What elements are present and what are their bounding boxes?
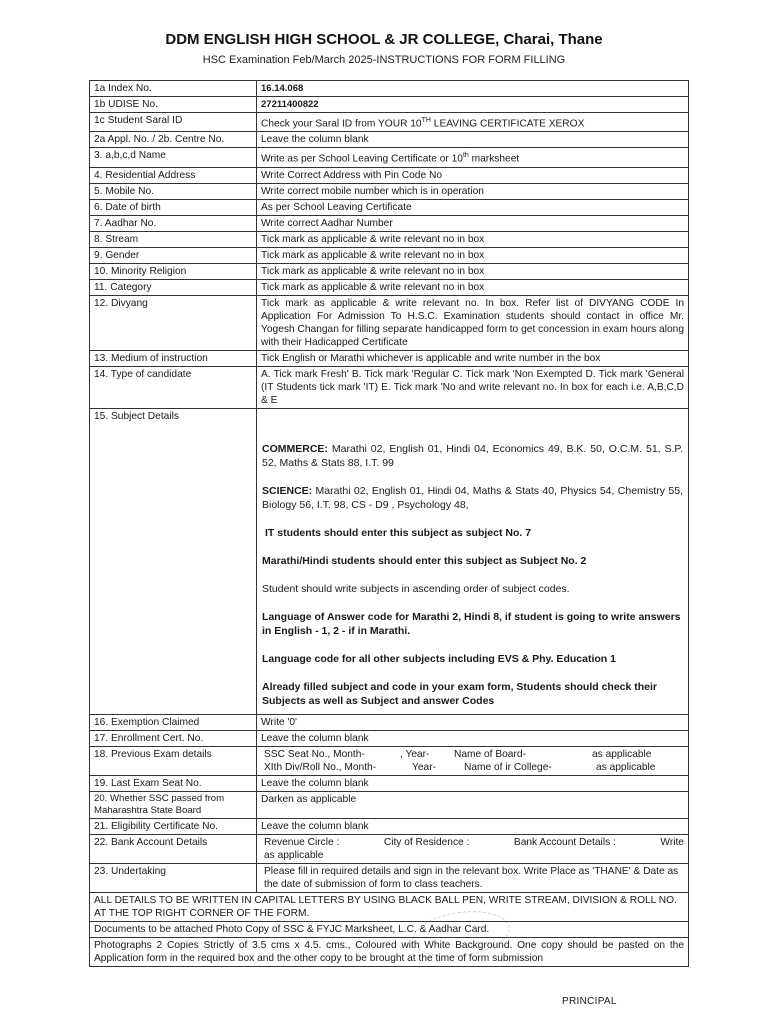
row-value: Leave the column blank [257, 818, 689, 834]
table-row [90, 350, 689, 366]
table-row [90, 183, 689, 199]
row-value: Please fill in required details and sign in the relevant box. Write Place as 'THANE' & Date as the date of submission of form to class teachers. [257, 863, 689, 892]
table-row [90, 408, 689, 714]
row-label: 4. Residential Address [90, 167, 257, 183]
row-label: 6. Date of birth [90, 199, 257, 215]
row-label: 15. Subject Details [90, 408, 257, 714]
bank-text: Write [660, 836, 684, 848]
row-label: 13. Medium of instruction [90, 350, 257, 366]
row-value: Write Correct Address with Pin Code No [257, 167, 689, 183]
value-text: marksheet [468, 153, 520, 165]
row-label: 2a Appl. No. / 2b. Centre No. [90, 132, 257, 148]
row-value: Tick mark as applicable & write relevant no in box [257, 231, 689, 247]
row-value: A. Tick mark Fresh' B. Tick mark 'Regular C. Tick mark 'Non Exempted D. Tick mark 'General (IT Students tick mark 'IT) E. Tick mark 'No and write relevant no. In box for each i.e. A,B,C,D & E [257, 366, 689, 408]
table-row [90, 215, 689, 231]
row-value: Tick mark as applicable & write relevant no in box [257, 279, 689, 295]
row-value: Write correct mobile number which is in operation [257, 183, 689, 199]
row-value: Leave the column blank [257, 730, 689, 746]
table-row [90, 863, 689, 892]
table-row [90, 366, 689, 408]
table-row [90, 295, 689, 350]
table-row [90, 247, 689, 263]
table-row [90, 279, 689, 295]
science-subjects [262, 484, 683, 512]
row-label: 8. Stream [90, 231, 257, 247]
commerce-subjects [262, 442, 683, 470]
prev-text: Name of ir College- [464, 761, 552, 773]
exam-subtitle: HSC Examination Feb/March 2025-INSTRUCTIONS FOR FORM FILLING [202, 54, 566, 66]
row-value: Tick English or Marathi whichever is applicable and write number in the box [257, 350, 689, 366]
principal-signature-label: PRINCIPAL [562, 996, 617, 1007]
row-label: 18. Previous Exam details [90, 746, 257, 775]
table-row [90, 818, 689, 834]
language-code-note: Language of Answer code for Marathi 2, Hindi 8, if student is going to write answers in English - 1, 2 - if in Marathi. [262, 610, 681, 637]
row-label: 5. Mobile No. [90, 183, 257, 199]
table-row [90, 746, 689, 775]
previous-exam-details [257, 746, 689, 775]
table-row [90, 775, 689, 791]
value-text: LEAVING CERTIFICATE XEROX [430, 118, 585, 130]
row-value: As per School Leaving Certificate [257, 199, 689, 215]
ascending-note: Student should write subjects in ascending order of subject codes. [262, 582, 570, 595]
science-heading: SCIENCE: [262, 484, 313, 497]
bank-text: Revenue Circle : [264, 836, 340, 848]
bank-text: City of Residence : [383, 836, 470, 848]
row-label: 10. Minority Religion [90, 263, 257, 279]
superscript: th [462, 152, 469, 160]
table-row [90, 834, 689, 863]
row-value: Tick mark as applicable & write relevant no in box [257, 263, 689, 279]
prev-text: Year- [412, 761, 436, 773]
value-text: Write as per School Leaving Certificate or 10 [261, 153, 463, 165]
prev-text: Name of Board- [454, 748, 526, 760]
note-photographs: Photographs 2 Copies Strictly of 3.5 cms x 4.5. cms., Coloured with White Background. One copy should be pasted on the Application form in the required box and the other copy to be brought at the time of form submission [90, 937, 689, 966]
row-value: Leave the column blank [257, 132, 689, 148]
table-row [90, 81, 689, 97]
row-label: 23. Undertaking [90, 863, 257, 892]
table-row [90, 791, 689, 818]
prev-text: XIth Div/Roll No., Month- [264, 761, 377, 773]
instructions-table [89, 80, 689, 967]
science-text: Marathi 02, English 01, Hindi 04, Maths & Stats 40, Physics 54, Chemistry 55, Biology 56, I.T. 98, CS - D9 , Psychology 48, [262, 484, 683, 511]
table-row [90, 132, 689, 148]
bank-text: Bank Account Details : [513, 836, 616, 848]
table-row [90, 921, 689, 937]
row-label: 9. Gender [90, 247, 257, 263]
subject-details [257, 408, 689, 714]
row-value [257, 113, 689, 132]
row-label: 7. Aadhar No. [90, 215, 257, 231]
table-row [90, 730, 689, 746]
table-row [90, 937, 689, 966]
already-filled-note: Already filled subject and code in your exam form, Students should check their Subjects as well as Subject and answer Codes [262, 680, 658, 707]
row-label: 22. Bank Account Details [90, 834, 257, 863]
udise-number: 27211400822 [257, 97, 689, 113]
table-row [90, 892, 689, 921]
prev-text: SSC Seat No., Month- [264, 748, 365, 760]
table-row [90, 167, 689, 183]
table-row [90, 97, 689, 113]
row-label: 1b UDISE No. [90, 97, 257, 113]
table-row [90, 148, 689, 167]
row-value: Leave the column blank [257, 775, 689, 791]
row-value: Tick mark as applicable & write relevant no. In box. Refer list of DIVYANG CODE In Application For Admission To H.S.C. Examination students should contact in office Mr. Yogesh Changan for filling separate handicapped form to get concession in exam hours along with their Hadicapped Certificate [257, 295, 689, 350]
table-row [90, 113, 689, 132]
row-label: 12. Divyang [90, 295, 257, 350]
superscript: TH [421, 117, 431, 124]
marathi-note: Marathi/Hindi students should enter this subject as Subject No. 2 [262, 554, 587, 567]
row-label: 3. a,b,c,d Name [90, 148, 257, 167]
value-text: Check your Saral ID from YOUR 10 [261, 118, 422, 130]
row-label: 17. Enrollment Cert. No. [90, 730, 257, 746]
prev-text: as applicable [596, 761, 656, 773]
bank-text: as applicable [264, 849, 324, 861]
row-value [257, 148, 689, 167]
it-note: IT students should enter this subject as subject No. 7 [265, 526, 532, 539]
table-row [90, 231, 689, 247]
row-value: Darken as applicable [257, 791, 689, 818]
table-row [90, 714, 689, 730]
row-label: 1a Index No. [90, 81, 257, 97]
row-value: Write '0' [257, 714, 689, 730]
note-documents: Documents to be attached Photo Copy of SSC & FYJC Marksheet, L.C. & Aadhar Card. [90, 921, 689, 937]
prev-text: , Year- [400, 748, 430, 760]
row-label: 19. Last Exam Seat No. [90, 775, 257, 791]
row-value: Tick mark as applicable & write relevant no in box [257, 247, 689, 263]
row-label: 11. Category [90, 279, 257, 295]
note-capital-letters: ALL DETAILS TO BE WRITTEN IN CAPITAL LETTERS BY USING BLACK BALL PEN, WRITE STREAM, DIVISION & ROLL NO. AT THE TOP RIGHT CORNER OF THE FORM. [90, 892, 689, 921]
index-number: 16.14.068 [257, 81, 689, 97]
school-title: DDM ENGLISH HIGH SCHOOL & JR COLLEGE, Charai, Thane [165, 31, 603, 48]
row-label: 14. Type of candidate [90, 366, 257, 408]
row-label: 20. Whether SSC passed from Maharashtra State Board [90, 791, 257, 818]
commerce-text: Marathi 02, English 01, Hindi 04, Economics 49, B.K. 50, O.C.M. 51, S.P. 52, Maths & Stats 88, I.T. 99 [262, 442, 683, 469]
row-label: 1c Student Saral ID [90, 113, 257, 132]
row-value: Write correct Aadhar Number [257, 215, 689, 231]
bank-details [257, 834, 689, 863]
prev-text: as applicable [592, 748, 652, 760]
commerce-heading: COMMERCE: [262, 442, 328, 455]
table-row [90, 199, 689, 215]
table-row [90, 263, 689, 279]
row-label: 16. Exemption Claimed [90, 714, 257, 730]
language-other-note: Language code for all other subjects including EVS & Phy. Education 1 [262, 652, 616, 665]
row-label: 21. Eligibility Certificate No. [90, 818, 257, 834]
